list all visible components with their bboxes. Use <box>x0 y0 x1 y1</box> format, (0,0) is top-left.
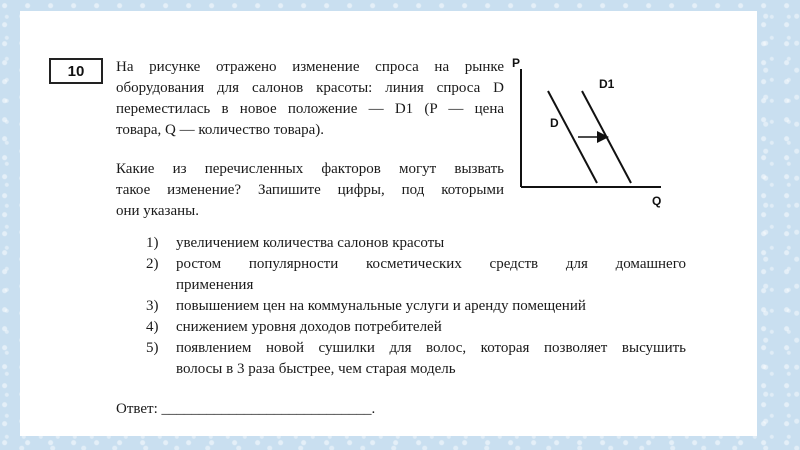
option-item <box>146 317 686 338</box>
question-intro <box>116 57 504 141</box>
option-text: ростом популярности косметических средств для домашнего <box>176 256 686 272</box>
option-text: снижением уровня доходов потребителей <box>176 319 442 335</box>
p-axis-label: P <box>512 56 521 70</box>
option-number: 1) <box>146 235 159 251</box>
intro-line: оборудования для салонов красоты: линия спроса D <box>116 80 504 96</box>
option-text-continued: волосы в 3 раза быстрее, чем старая модель <box>176 361 456 377</box>
option-number: 5) <box>146 340 159 356</box>
intro-line: товара, Q — количество товара). <box>116 122 325 138</box>
option-number: 4) <box>146 319 159 335</box>
option-text: появлением новой сушилки для волос, которая позволяет высушить <box>176 340 686 356</box>
answer-options <box>146 233 686 380</box>
task-line: Какие из перечисленных факторов могут вызвать <box>116 161 504 177</box>
task-sheet <box>20 11 757 436</box>
answer-blank[interactable]: ____________________________. <box>161 401 376 417</box>
curve-d-label: D <box>550 116 559 130</box>
task-line: они указаны. <box>116 203 199 219</box>
option-item <box>146 233 686 254</box>
option-number: 2) <box>146 256 159 272</box>
option-text-continued: применения <box>176 277 254 293</box>
intro-line: На рисунке отражено изменение спроса на рынке <box>116 59 504 75</box>
question-task <box>116 159 504 222</box>
option-item <box>146 296 686 317</box>
intro-line: переместилась в новое положение — D1 (P — цена <box>116 101 504 117</box>
option-item <box>146 338 686 380</box>
option-number: 3) <box>146 298 159 314</box>
option-text: повышением цен на коммунальные услуги и аренду помещений <box>176 298 586 314</box>
q-axis-label: Q <box>652 194 662 208</box>
answer-line <box>116 401 375 418</box>
task-line: такое изменение? Запишите цифры, под которыми <box>116 182 504 198</box>
option-text: увеличением количества салонов красоты <box>176 235 445 251</box>
question-number: 10 <box>67 62 85 80</box>
option-item <box>146 254 686 296</box>
question-number-box <box>49 58 103 84</box>
answer-label: Ответ: <box>116 401 158 417</box>
curve-d1-label: D1 <box>599 77 615 91</box>
demand-shift-graph <box>512 56 675 223</box>
